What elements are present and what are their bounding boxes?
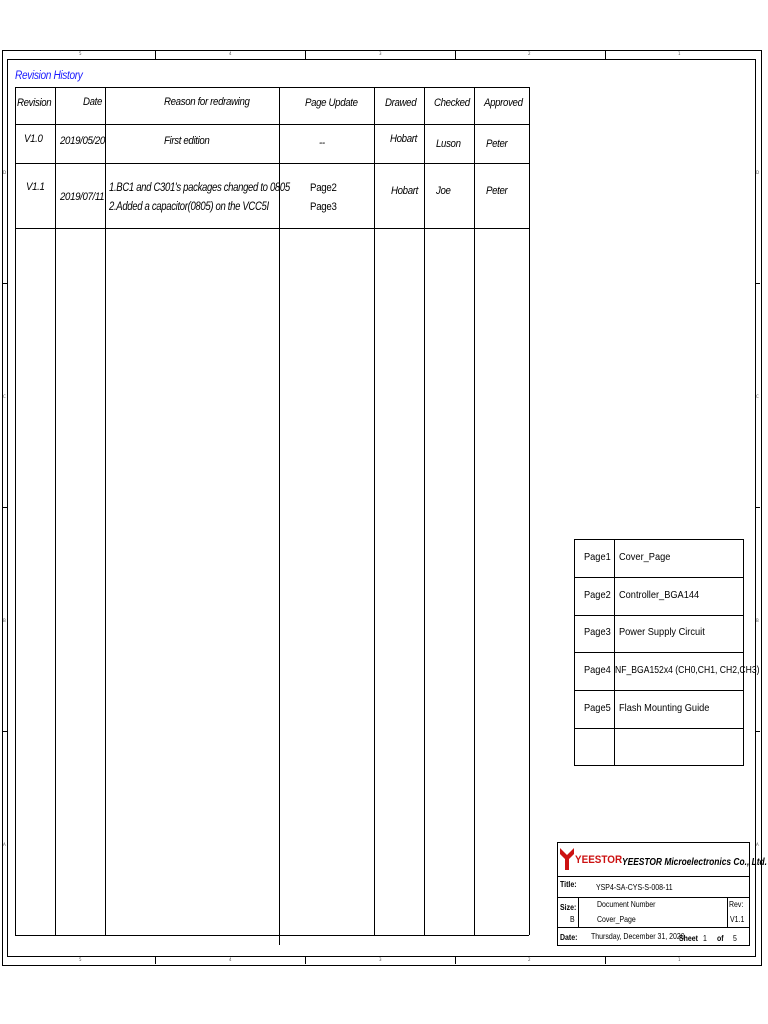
row1-checked: Luson [436,138,461,150]
header-revision: Revision [17,97,52,109]
zone-right-b: B [756,618,759,623]
header-drawed: Drawed [385,97,417,109]
index-page5-name: Flash Mounting Guide [619,702,710,714]
title-value: YSP4-SA-CYS-S-008-11 [596,882,673,892]
zone-bottom-4: 4 [229,957,232,962]
logo-mark-icon [560,848,574,870]
header-approved: Approved [484,97,523,109]
index-page2: Page2 [584,589,611,601]
index-page4: Page4 [584,664,611,676]
size-value: B [570,914,575,924]
zone-bottom-3: 3 [379,957,382,962]
zone-left-c: C [3,394,6,399]
size-label: Size: [560,902,577,912]
row1-reason: First edition [164,135,210,147]
row2-date: 2019/07/11 [60,191,105,203]
row1-approved: Peter [486,138,508,150]
doc-number-value: Cover_Page [597,914,636,924]
index-page4-name: NF_BGA152x4 (CH0,CH1, CH2,CH3) [615,664,760,676]
title-label: Title: [560,879,577,889]
row2-page-update-line2: Page3 [310,201,337,213]
zone-bottom-5: 5 [79,957,82,962]
yeestor-logo [560,847,623,871]
zone-bottom-2: 2 [528,957,531,962]
index-page2-name: Controller_BGA144 [619,589,700,601]
row1-date: 2019/05/20 [60,135,105,147]
header-date: Date [83,96,103,108]
date-value: Thursday, December 31, 2020 [591,931,685,941]
row2-checked: Joe [436,185,451,197]
header-reason: Reason for redrawing [164,96,250,108]
zone-top-3: 3 [379,51,382,56]
zone-top-2: 2 [528,51,531,56]
row2-drawed: Hobart [391,185,418,197]
zone-left-d: D [3,170,7,175]
zone-right-d: D [756,170,760,175]
of-value: 5 [733,933,737,943]
index-page3: Page3 [584,626,611,638]
zone-bottom-1: 1 [678,957,681,962]
row1-page-update: -- [319,137,325,149]
row1-revision: V1.0 [24,133,43,145]
row1-drawed: Hobart [390,133,417,145]
logo-text: YEESTOR [575,854,623,866]
zone-top-1: 1 [678,51,681,56]
index-page5: Page5 [584,702,611,714]
row2-approved: Peter [486,185,508,197]
header-checked: Checked [434,97,470,109]
zone-top-4: 4 [229,51,232,56]
row2-revision: V1.1 [26,181,45,193]
rev-label: Rev: [729,899,744,909]
zone-left-a: A [3,842,6,847]
rev-value: V1.1 [730,914,745,924]
row2-page-update-line1: Page2 [310,182,337,194]
date-label: Date: [560,932,578,942]
sheet-label: Sheet [679,933,698,943]
zone-right-c: C [756,394,759,399]
company-name: YEESTOR Microelectronics Co., Ltd. [622,857,768,868]
index-page1-name: Cover_Page [619,551,671,563]
zone-top-5: 5 [79,51,82,56]
header-page-update: Page Update [305,97,358,109]
row2-reason-line2: 2.Added a capacitor(0805) on the VCC5I [109,201,269,213]
doc-number-label: Document Number [597,899,656,909]
row2-reason-line1: 1.BC1 and C301's packages changed to 0805 [109,182,290,194]
zone-right-a: A [756,842,759,847]
zone-left-b: B [3,618,6,623]
of-label: of [717,933,724,943]
sheet-value: 1 [703,933,707,943]
index-page3-name: Power Supply Circuit [619,626,705,638]
index-page1: Page1 [584,551,611,563]
revision-history-title: Revision History [15,70,83,82]
